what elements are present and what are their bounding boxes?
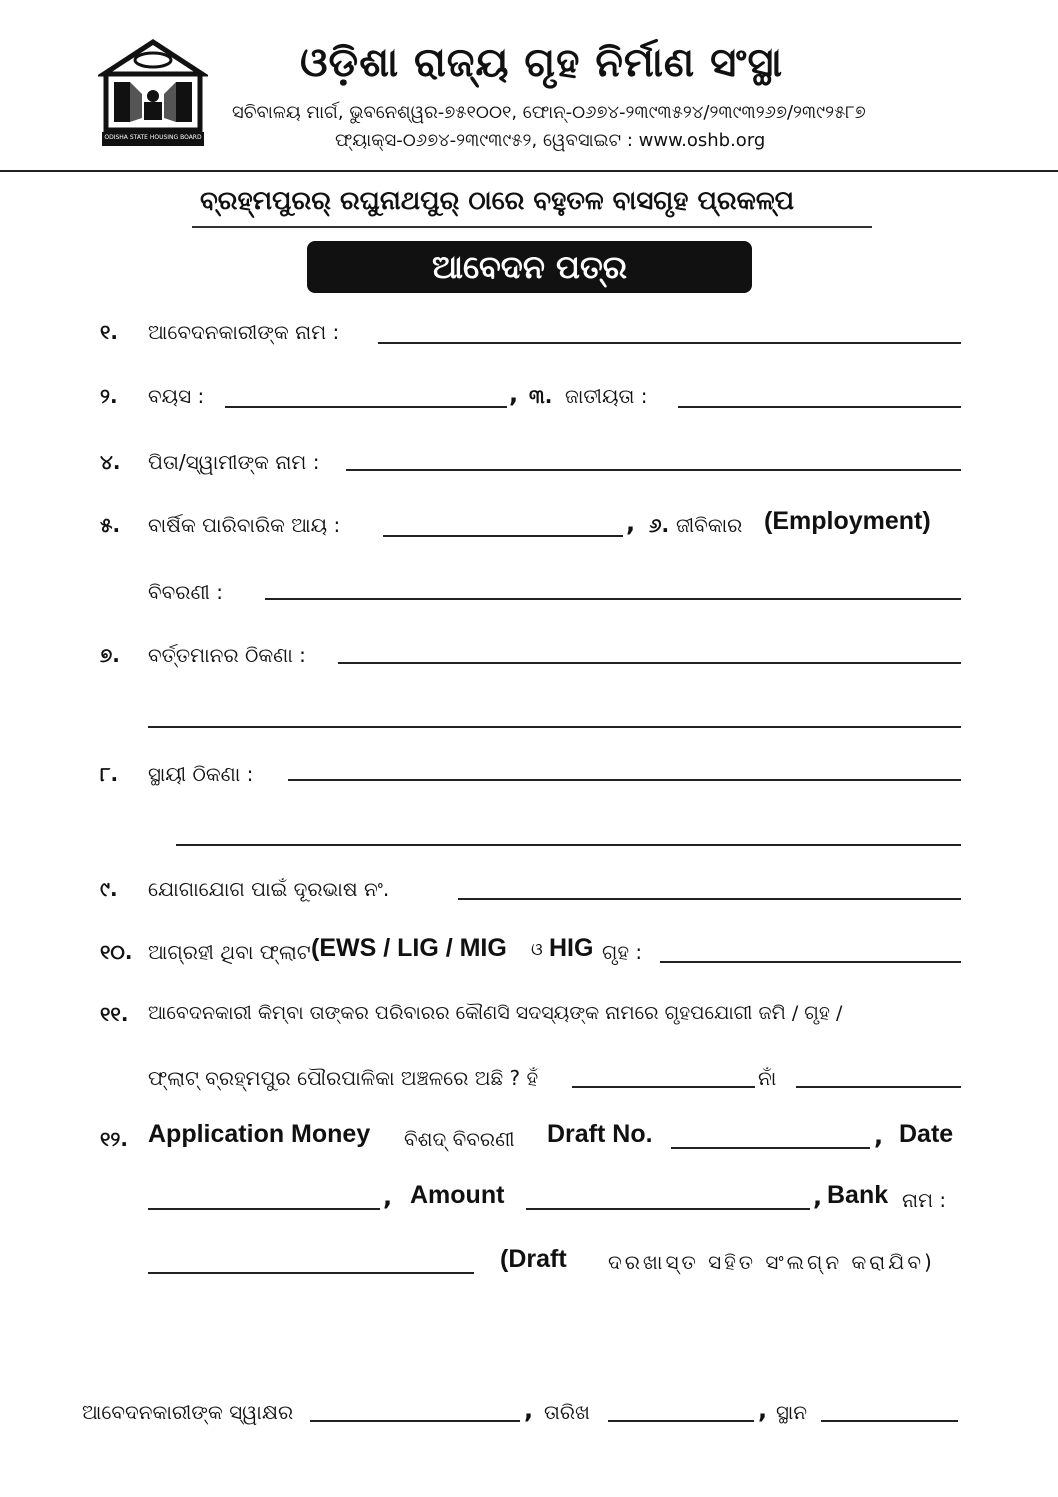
date-label: Date: [899, 1120, 954, 1148]
amount-field[interactable]: [526, 1208, 810, 1210]
applicant-name-field[interactable]: [378, 342, 961, 344]
present-address-field[interactable]: [338, 662, 961, 664]
field-1-number: ୧.: [100, 320, 119, 344]
bank-name-field[interactable]: [148, 1272, 474, 1274]
place-label: ସ୍ଥାନ: [776, 1400, 808, 1424]
header-divider: [0, 170, 1058, 172]
field-8-number: ୮.: [100, 762, 119, 786]
field-2-number: ୨.: [100, 384, 118, 408]
field-1-label: ଆବେଦନକାରୀଙ୍କ ନାମ :: [148, 320, 340, 344]
annual-income-field[interactable]: [383, 535, 623, 537]
logo-caption: ODISHA STATE HOUSING BOARD: [104, 134, 202, 141]
age-field[interactable]: [225, 406, 507, 408]
permanent-address-field[interactable]: [288, 779, 961, 781]
field-10-suffix: ଗୃହ :: [602, 940, 643, 964]
bank-name-suffix: ନାମ :: [902, 1188, 947, 1212]
project-title-underline: [192, 226, 872, 228]
address-line-2: ଫ୍ୟାକ୍ସ-୦୬୭୪-୨୩୯୩୯୫୨, ୱେବସାଇଟ : www.oshb.org: [335, 130, 766, 151]
flat-type-hig: HIG: [549, 934, 594, 962]
field-12-number: ୧୨.: [100, 1127, 128, 1151]
field-2-label: ବୟସ :: [148, 384, 205, 408]
form-title-banner: [307, 241, 752, 293]
comma-separator: ,: [524, 1396, 534, 1424]
bank-label: Bank: [827, 1181, 889, 1209]
field-10-label: ଆଗ୍ରହୀ ଥିବା ଫ୍ଲାଟ: [148, 940, 311, 964]
amount-label: Amount: [410, 1181, 505, 1209]
signature-field[interactable]: [310, 1420, 520, 1422]
field-3-number: ୩.: [529, 384, 553, 408]
field-10-number: ୧୦.: [100, 940, 133, 964]
field-3-label: ଜାତୀୟତା :: [565, 384, 648, 408]
no-answer-field[interactable]: [796, 1086, 961, 1088]
footer-date-label: ତାରିଖ: [544, 1400, 591, 1424]
yes-answer-field[interactable]: [572, 1086, 755, 1088]
details-label: ବିଶଦ୍ ବିବରଣୀ: [404, 1127, 515, 1151]
field-6-number: ୬.: [649, 513, 670, 537]
comma-separator: ,: [383, 1183, 393, 1211]
field-11-question-line-2: ଫ୍ଲାଟ୍ ବ୍ରହ୍ମପୁର ପୌରପାଳିକା ଅଞ୍ଚଳରେ ଅଛି ? ହଁ: [148, 1066, 539, 1090]
nationality-field[interactable]: [678, 406, 961, 408]
field-11-number: ୧୧.: [100, 1002, 129, 1026]
flat-preference-field[interactable]: [660, 961, 961, 963]
field-11-question-line-1: ଆବେଦନକାରୀ କିମ୍ବା ତାଙ୍କର ପରିବାରର କୌଣସି ସଦସ୍ୟଙ୍କ ନାମରେ ଗୃହପଯୋଗୀ ଜମି / ଗୃହ /: [148, 1002, 843, 1024]
comma-separator: ,: [509, 380, 519, 408]
oshb-logo: [98, 38, 208, 152]
field-6-label: ଜୀବିକାର: [676, 513, 743, 537]
address-line-1: ସଚିବାଳୟ ମାର୍ଗ, ଭୁବନେଶ୍ୱର-୭୫୧୦୦୧, ଫୋନ୍-୦୬୭୪-୨୩୯୩୫୨୪/୨୩୯୩୨୬୭/୨୩୯୨୫୮୭: [232, 102, 866, 123]
comma-separator: ,: [813, 1183, 823, 1211]
comma-separator: ,: [626, 509, 636, 537]
draft-date-field[interactable]: [148, 1208, 380, 1210]
employment-detail-label: ବିବରଣୀ :: [148, 580, 224, 604]
draft-note: ଦରଖାସ୍ତ ସହିତ ସଂଲଗ୍ନ କରାଯିବ): [608, 1250, 935, 1274]
field-5-label: ବାର୍ଷିକ ପାରିବାରିକ ଆୟ :: [148, 513, 341, 537]
form-title: ଆବେଦନ ପତ୍ର: [431, 247, 628, 286]
application-money-label: Application Money: [148, 1120, 371, 1148]
field-4-label: ପିତା/ସ୍ୱାମୀଙ୍କ ନାମ :: [148, 450, 320, 474]
field-4-number: ୪.: [100, 450, 121, 474]
permanent-address-field-line-2[interactable]: [176, 844, 961, 846]
field-5-number: ୫.: [100, 513, 121, 537]
flat-types: (EWS / LIG / MIG: [311, 934, 507, 962]
field-9-label: ଯୋଗାଯୋଗ ପାଇଁ ଦୂରଭାଷ ନଂ.: [148, 877, 390, 901]
conjunction-and: ଓ: [531, 940, 543, 960]
comma-separator: ,: [874, 1122, 884, 1150]
field-7-number: ୭.: [100, 643, 120, 667]
footer-date-field[interactable]: [608, 1420, 754, 1422]
no-label: ନାଁ: [758, 1066, 777, 1090]
present-address-field-line-2[interactable]: [148, 726, 961, 728]
project-title: ବ୍ରହ୍ମପୁରର୍ ରଘୁନାଥପୁର୍ ଠାରେ ବହୁତଳ ବାସଗୃହ ପ୍ରକଳ୍ପ: [200, 186, 795, 216]
field-6-english: (Employment): [764, 507, 931, 535]
employment-detail-field[interactable]: [265, 598, 961, 600]
draft-no-label: Draft No.: [547, 1120, 653, 1148]
field-9-number: ୯.: [100, 877, 118, 901]
draft-number-field[interactable]: [671, 1147, 870, 1149]
place-field[interactable]: [821, 1420, 958, 1422]
phone-number-field[interactable]: [458, 898, 961, 900]
org-title: ଓଡ଼ିଶା ରାଜ୍ୟ ଗୃହ ନିର୍ମାଣ ସଂସ୍ଥା: [300, 40, 784, 86]
signature-label: ଆବେଦନକାରୀଙ୍କ ସ୍ୱାକ୍ଷର: [82, 1400, 294, 1424]
comma-separator: ,: [758, 1396, 768, 1424]
draft-note-english: (Draft: [500, 1245, 567, 1273]
father-husband-name-field[interactable]: [346, 469, 961, 471]
field-7-label: ବର୍ତ୍ତମାନର ଠିକଣା :: [148, 643, 306, 667]
field-8-label: ସ୍ଥାୟୀ ଠିକଣା :: [148, 762, 254, 786]
